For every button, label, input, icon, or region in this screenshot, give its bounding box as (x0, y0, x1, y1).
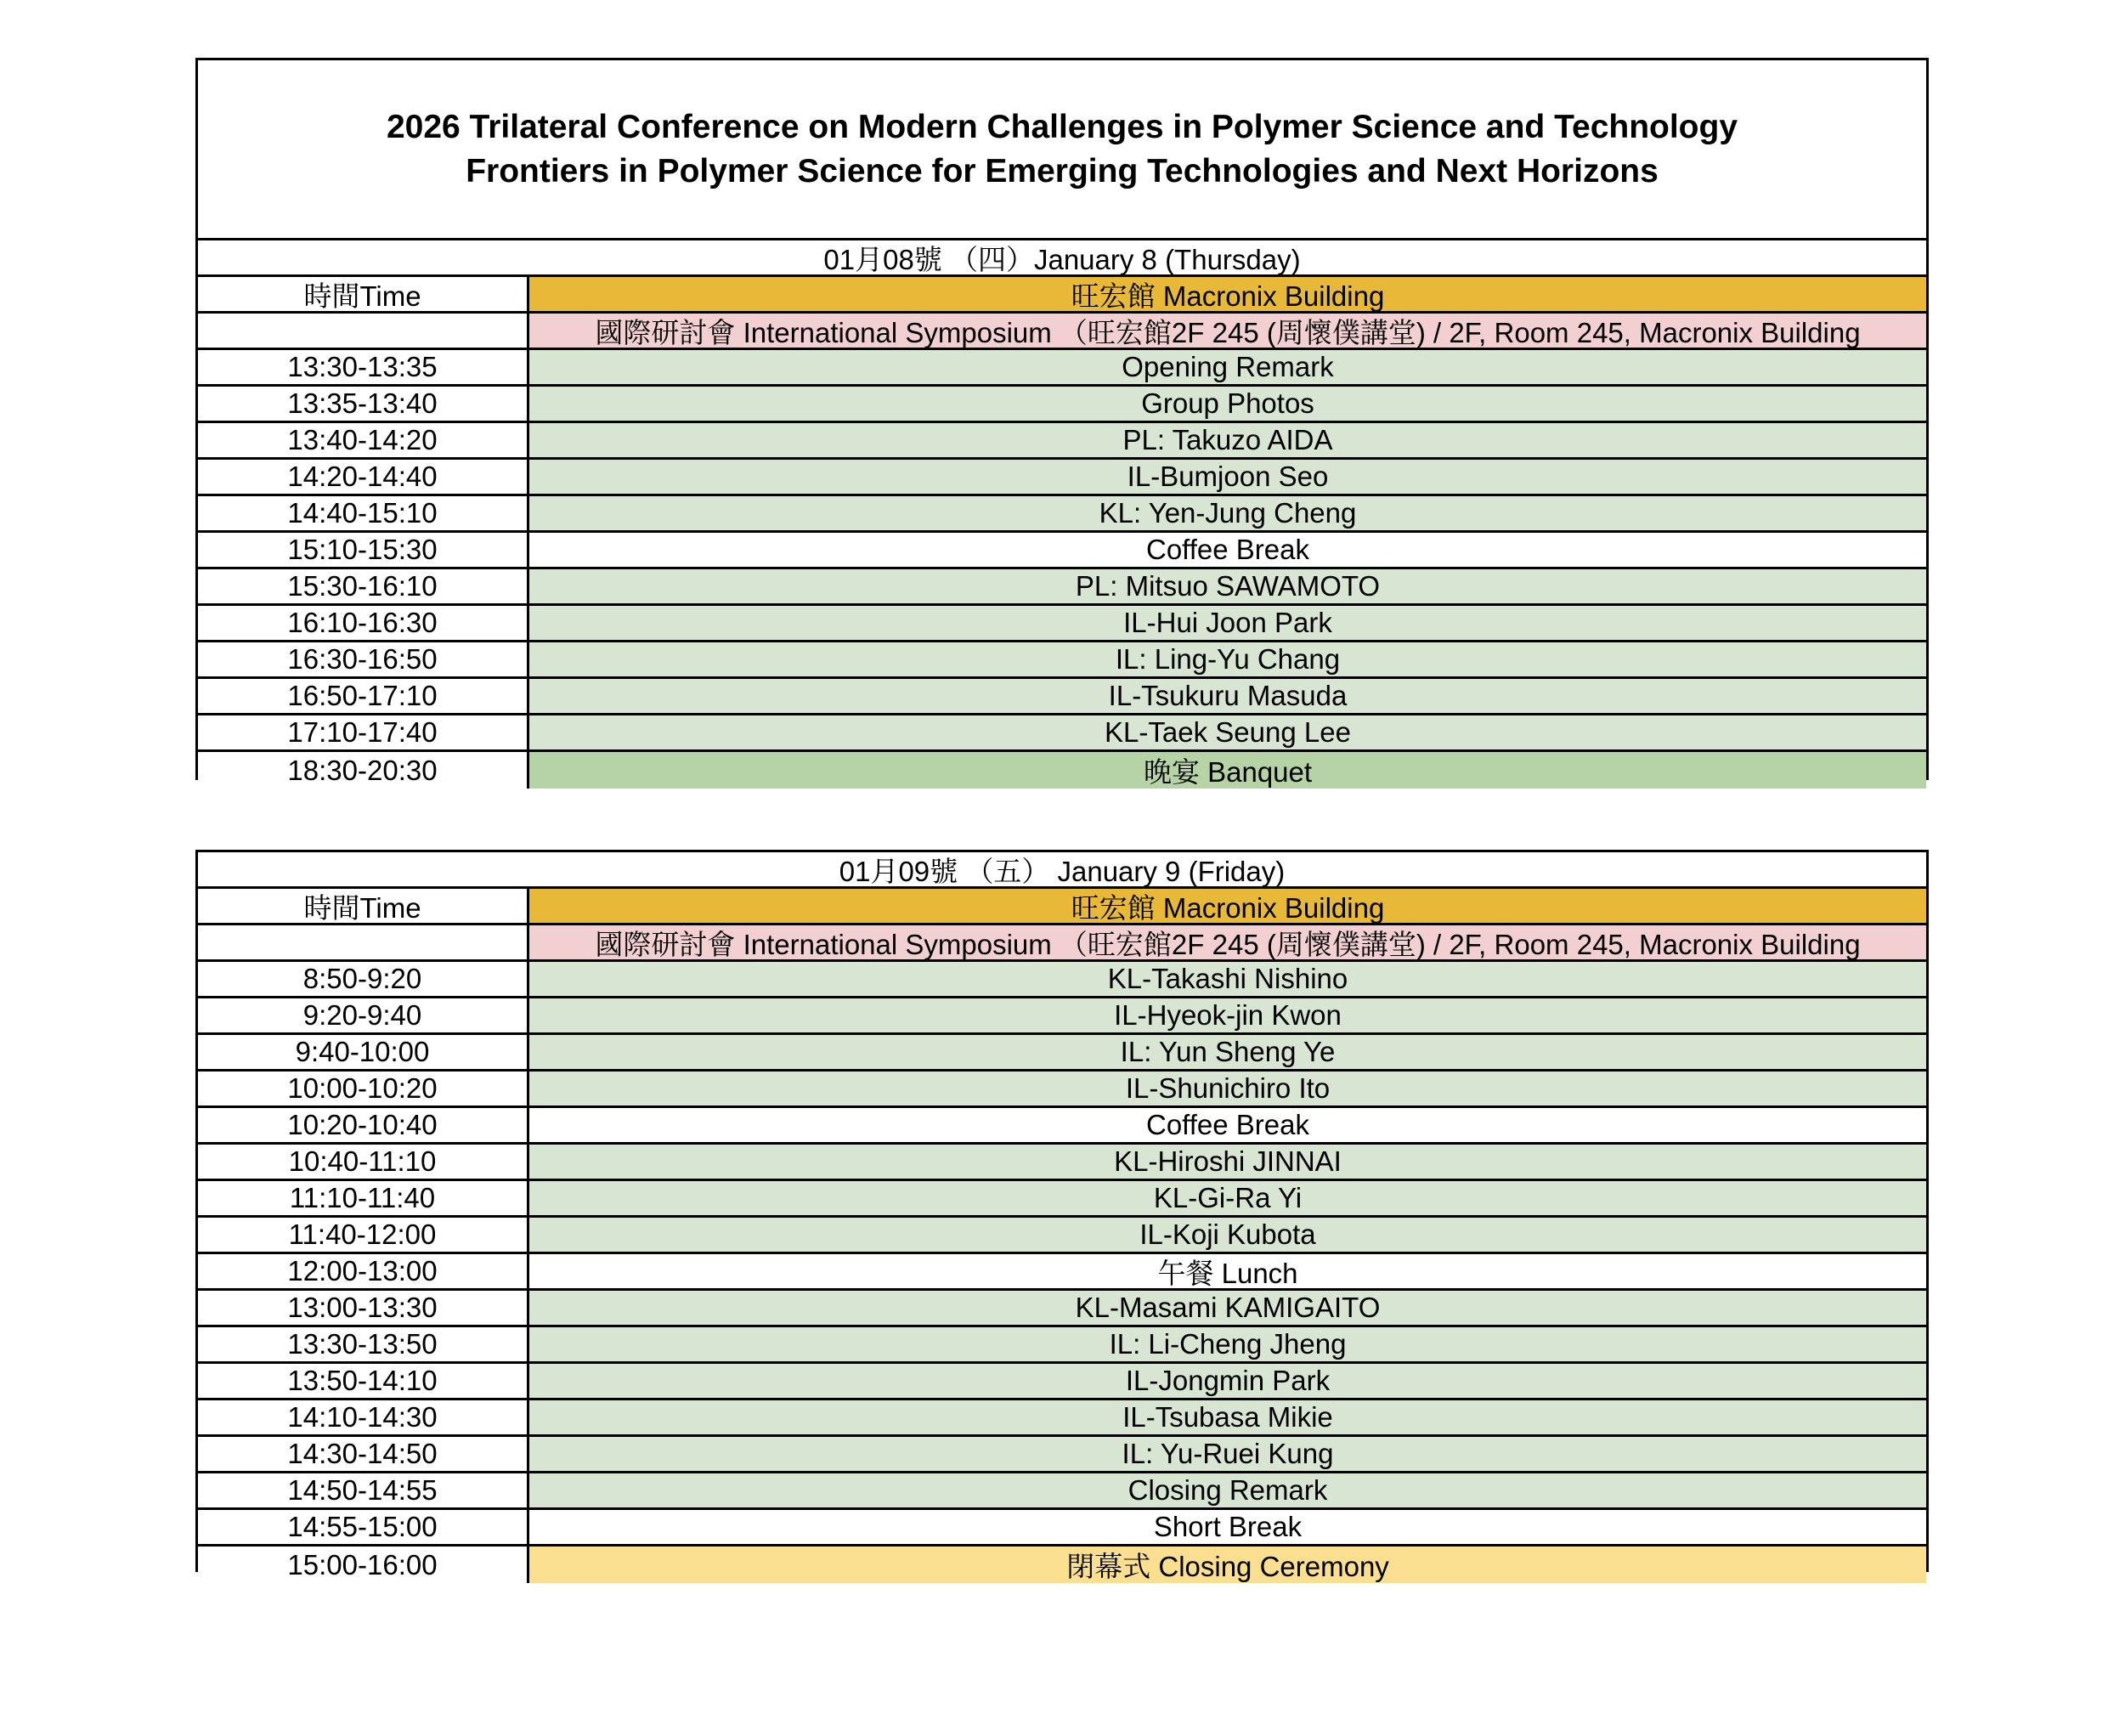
session-label: IL: Yun Sheng Ye (529, 1035, 1926, 1069)
table-row (198, 715, 1926, 752)
session-time: 15:00-16:00 (198, 1547, 529, 1583)
table-row (198, 1364, 1926, 1400)
session-label: Coffee Break (529, 1108, 1926, 1142)
session-label: Closing Remark (529, 1473, 1926, 1507)
table-row (198, 1218, 1926, 1254)
conference-title-block (198, 60, 1926, 240)
table-row (198, 1547, 1926, 1583)
table-row (198, 752, 1926, 789)
session-label: Group Photos (529, 387, 1926, 421)
session-time: 10:20-10:40 (198, 1108, 529, 1142)
session-label: KL-Taek Seung Lee (529, 715, 1926, 749)
session-label: IL: Ling-Yu Chang (529, 642, 1926, 676)
table-row (198, 569, 1926, 606)
session-time: 17:10-17:40 (198, 715, 529, 749)
session-time: 14:30-14:50 (198, 1437, 529, 1471)
session-label: IL-Tsukuru Masuda (529, 679, 1926, 713)
table-row (198, 387, 1926, 423)
day1-header-row (198, 277, 1926, 314)
day1-date-row (198, 240, 1926, 277)
session-time: 14:55-15:00 (198, 1510, 529, 1544)
session-label: IL-Koji Kubota (529, 1218, 1926, 1252)
table-row (198, 1327, 1926, 1364)
table-row (198, 1108, 1926, 1145)
day1-schedule-table (195, 58, 1929, 788)
day1-symposium-time-blank (198, 314, 529, 348)
session-label: IL: Li-Cheng Jheng (529, 1327, 1926, 1361)
day1-symposium: 國際研討會 International Symposium （旺宏館2F 245 (周懷僕講堂) / 2F, Room 245, Macronix Building (529, 314, 1926, 348)
session-time: 10:00-10:20 (198, 1072, 529, 1105)
session-time: 13:00-13:30 (198, 1291, 529, 1325)
session-label: Coffee Break (529, 533, 1926, 567)
day2-header-row (198, 889, 1926, 925)
session-label: 晚宴 Banquet (529, 752, 1926, 789)
table-row (198, 1291, 1926, 1327)
day1-symposium-row (198, 314, 1926, 350)
session-label: PL: Takuzo AIDA (529, 423, 1926, 457)
session-label: Opening Remark (529, 350, 1926, 384)
table-row (198, 606, 1926, 642)
session-time: 18:30-20:30 (198, 752, 529, 789)
session-time: 10:40-11:10 (198, 1145, 529, 1179)
table-row (198, 1035, 1926, 1072)
table-row (198, 460, 1926, 496)
day1-date: 01月08號 （四）January 8 (Thursday) (823, 243, 1301, 274)
session-time: 14:50-14:55 (198, 1473, 529, 1507)
table-row (198, 1510, 1926, 1547)
session-label: 閉幕式 Closing Ceremony (529, 1547, 1926, 1583)
conference-subtitle: Frontiers in Polymer Science for Emerging Technologies and Next Horizons (466, 152, 1659, 189)
day2-venue: 旺宏館 Macronix Building (529, 889, 1926, 923)
session-time: 15:30-16:10 (198, 569, 529, 603)
day2-schedule-table (195, 850, 1929, 1582)
session-time: 14:20-14:40 (198, 460, 529, 494)
session-time: 11:10-11:40 (198, 1181, 529, 1215)
table-row (198, 679, 1926, 715)
session-label: IL-Tsubasa Mikie (529, 1400, 1926, 1434)
table-row (198, 1400, 1926, 1437)
session-time: 12:00-13:00 (198, 1254, 529, 1288)
session-label: IL-Bumjoon Seo (529, 460, 1926, 494)
table-row (198, 998, 1926, 1035)
session-time: 13:40-14:20 (198, 423, 529, 457)
table-row (198, 642, 1926, 679)
day2-symposium-row (198, 925, 1926, 962)
day2-date: 01月09號 （五） January 9 (Friday) (839, 855, 1286, 886)
session-label: 午餐 Lunch (529, 1254, 1926, 1288)
day1-venue: 旺宏館 Macronix Building (529, 277, 1926, 311)
table-row (198, 496, 1926, 533)
table-row (198, 1473, 1926, 1510)
session-time: 14:40-15:10 (198, 496, 529, 530)
table-row (198, 1181, 1926, 1218)
table-row (198, 1437, 1926, 1473)
session-label: PL: Mitsuo SAWAMOTO (529, 569, 1926, 603)
session-time: 13:30-13:35 (198, 350, 529, 384)
session-time: 13:50-14:10 (198, 1364, 529, 1398)
conference-title: 2026 Trilateral Conference on Modern Challenges in Polymer Science and Technology (386, 108, 1738, 145)
table-row (198, 1072, 1926, 1108)
session-time: 16:50-17:10 (198, 679, 529, 713)
day2-symposium-time-blank (198, 925, 529, 959)
session-label: KL-Hiroshi JINNAI (529, 1145, 1926, 1179)
table-row (198, 1254, 1926, 1291)
session-time: 16:10-16:30 (198, 606, 529, 640)
session-label: IL-Hui Joon Park (529, 606, 1926, 640)
session-label: IL: Yu-Ruei Kung (529, 1437, 1926, 1471)
day2-symposium: 國際研討會 International Symposium （旺宏館2F 245 (周懷僕講堂) / 2F, Room 245, Macronix Building (529, 925, 1926, 959)
session-label: Short Break (529, 1510, 1926, 1544)
table-row (198, 350, 1926, 387)
session-label: IL-Hyeok-jin Kwon (529, 998, 1926, 1032)
session-time: 9:20-9:40 (198, 998, 529, 1032)
day1-time-header: 時間Time (198, 277, 529, 311)
table-row (198, 533, 1926, 569)
day2-time-header: 時間Time (198, 889, 529, 923)
day2-date-row (198, 852, 1926, 889)
session-label: KL-Masami KAMIGAITO (529, 1291, 1926, 1325)
session-time: 15:10-15:30 (198, 533, 529, 567)
session-label: IL-Jongmin Park (529, 1364, 1926, 1398)
session-time: 11:40-12:00 (198, 1218, 529, 1252)
table-row (198, 1145, 1926, 1181)
session-label: KL: Yen-Jung Cheng (529, 496, 1926, 530)
session-time: 13:35-13:40 (198, 387, 529, 421)
session-label: IL-Shunichiro Ito (529, 1072, 1926, 1105)
session-time: 13:30-13:50 (198, 1327, 529, 1361)
session-time: 14:10-14:30 (198, 1400, 529, 1434)
table-row (198, 423, 1926, 460)
table-row (198, 962, 1926, 998)
session-time: 16:30-16:50 (198, 642, 529, 676)
session-label: KL-Takashi Nishino (529, 962, 1926, 996)
session-time: 9:40-10:00 (198, 1035, 529, 1069)
session-label: KL-Gi-Ra Yi (529, 1181, 1926, 1215)
session-time: 8:50-9:20 (198, 962, 529, 996)
